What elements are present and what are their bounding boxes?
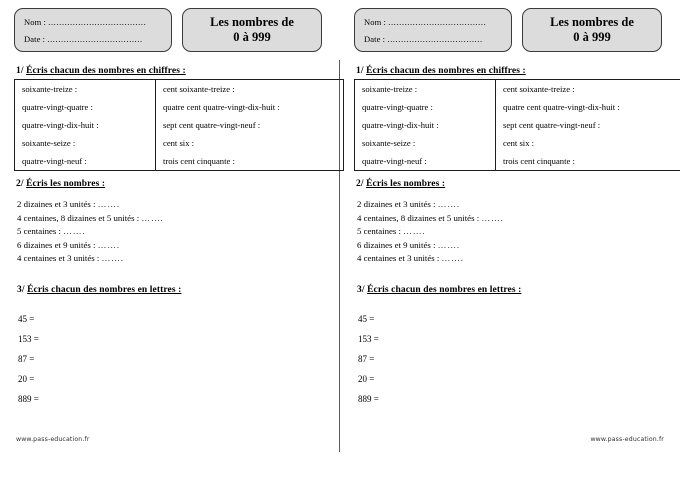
answer-dotted-line: ……. xyxy=(141,212,164,223)
exercise-2-list xyxy=(17,198,328,266)
list-item[interactable] xyxy=(357,212,668,226)
table-row xyxy=(355,98,680,116)
list-item[interactable] xyxy=(17,239,328,253)
list-item[interactable] xyxy=(357,252,668,266)
exercise-1-heading xyxy=(356,66,668,76)
footer-website: www.pass-education.fr xyxy=(590,436,664,443)
table-cell[interactable]: quatre cent quatre-vingt-dix-huit : xyxy=(496,98,680,116)
exercise-2-heading-text: Écris les nombres : xyxy=(366,179,446,189)
list-item[interactable]: 87 = xyxy=(358,353,375,364)
name-label: Nom : xyxy=(364,17,389,27)
title-line-2: 0 à 999 xyxy=(233,30,271,44)
exercise-1-heading-text: Écris chacun des nombres en chiffres : xyxy=(366,66,526,76)
table-cell[interactable]: quatre cent quatre-vingt-dix-huit : xyxy=(156,98,344,116)
exercise-3-heading xyxy=(357,285,668,295)
table-cell[interactable]: soixante-seize : xyxy=(362,138,416,148)
answer-dotted-line: ……. xyxy=(403,226,426,236)
table-cell[interactable]: cent six : xyxy=(156,134,344,152)
list-item-text: 4 centaines et 3 unités : xyxy=(357,253,442,263)
name-dotted-line: .................................... xyxy=(48,17,147,27)
list-item-text: 4 centaines, 8 dizaines et 5 unités : xyxy=(17,212,142,223)
answer-dotted-line: ……. xyxy=(101,253,124,263)
exercise-3-number: 3/ xyxy=(17,284,28,295)
list-item[interactable]: 87 = xyxy=(18,353,35,364)
exercise-3-list xyxy=(18,309,328,409)
table-cell[interactable]: quatre-vingt-neuf : xyxy=(362,156,427,166)
table-row xyxy=(355,134,680,152)
date-label: Date : xyxy=(364,34,388,44)
table-cell[interactable]: trois cent cinquante : xyxy=(156,152,344,171)
list-item-text: 5 centaines : xyxy=(357,226,404,236)
list-item-text: 4 centaines et 3 unités : xyxy=(17,253,102,263)
title-line-1: Les nombres de xyxy=(550,15,634,29)
answer-dotted-line: ……. xyxy=(437,239,460,250)
list-item[interactable] xyxy=(357,225,668,239)
table-row xyxy=(15,134,344,152)
table-cell[interactable]: quatre-vingt-dix-huit : xyxy=(22,120,99,130)
answer-dotted-line: ……. xyxy=(97,199,120,209)
header-row xyxy=(354,8,668,56)
list-item[interactable]: 889 = xyxy=(18,393,39,404)
table-cell[interactable]: soixante-treize : xyxy=(362,84,418,94)
date-label: Date : xyxy=(24,34,48,44)
name-field[interactable] xyxy=(364,14,503,31)
table-cell[interactable]: cent soixante-treize : xyxy=(496,80,680,99)
list-item-text: 6 dizaines et 9 unités : xyxy=(17,239,98,250)
name-label: Nom : xyxy=(24,17,49,27)
name-dotted-line: .................................... xyxy=(388,17,487,27)
list-item[interactable]: 153 = xyxy=(358,333,379,344)
table-cell[interactable]: soixante-treize : xyxy=(22,84,78,94)
list-item[interactable] xyxy=(17,225,328,239)
date-dotted-line: ................................... xyxy=(47,34,143,44)
answer-dotted-line: ……. xyxy=(441,253,464,263)
exercise-3-heading-text: Écris chacun des nombres en lettres : xyxy=(367,284,522,295)
table-row xyxy=(15,152,344,171)
student-id-box[interactable] xyxy=(354,8,512,52)
date-dotted-line: ................................... xyxy=(387,34,483,44)
exercise-1-number: 1/ xyxy=(356,66,367,76)
table-cell[interactable]: sept cent quatre-vingt-neuf : xyxy=(156,116,344,134)
date-field[interactable] xyxy=(24,31,163,48)
exercise-2-heading xyxy=(16,179,328,189)
exercise-2-heading xyxy=(356,179,668,189)
list-item[interactable] xyxy=(357,239,668,253)
table-row xyxy=(355,152,680,171)
list-item-text: 2 dizaines et 3 unités : xyxy=(17,199,98,209)
list-item[interactable]: 45 = xyxy=(358,313,375,324)
table-cell[interactable]: soixante-seize : xyxy=(22,138,76,148)
table-cell[interactable]: trois cent cinquante : xyxy=(496,152,680,171)
exercise-2-number: 2/ xyxy=(356,179,367,189)
exercise-3-list xyxy=(358,309,668,409)
answer-dotted-line: ……. xyxy=(63,226,86,236)
table-cell[interactable]: quatre-vingt-quatre : xyxy=(22,102,93,112)
list-item[interactable]: 20 = xyxy=(358,373,375,384)
table-cell[interactable]: quatre-vingt-neuf : xyxy=(22,156,87,166)
table-row xyxy=(355,80,680,99)
list-item-text: 4 centaines, 8 dizaines et 5 unités : xyxy=(357,212,482,223)
answer-dotted-line: ……. xyxy=(437,199,460,209)
exercise-3-number: 3/ xyxy=(357,284,368,295)
worksheet-title-box xyxy=(182,8,322,52)
exercise-1-table xyxy=(14,79,344,171)
table-row xyxy=(15,80,344,99)
exercise-3-heading-text: Écris chacun des nombres en lettres : xyxy=(27,284,182,295)
exercise-2-list xyxy=(357,198,668,266)
footer-website: www.pass-education.fr xyxy=(16,436,90,443)
title-line-1: Les nombres de xyxy=(210,15,294,29)
list-item[interactable]: 889 = xyxy=(358,393,379,404)
table-cell[interactable]: quatre-vingt-quatre : xyxy=(362,102,433,112)
exercise-2-number: 2/ xyxy=(16,179,27,189)
worksheet-title-box xyxy=(522,8,662,52)
worksheet-copy-right xyxy=(340,0,680,480)
table-row xyxy=(15,98,344,116)
date-field[interactable] xyxy=(364,31,503,48)
list-item[interactable] xyxy=(17,252,328,266)
list-item-text: 5 centaines : xyxy=(17,226,64,236)
exercise-1-heading-text: Écris chacun des nombres en chiffres : xyxy=(26,66,186,76)
table-cell[interactable]: sept cent quatre-vingt-neuf : xyxy=(496,116,680,134)
list-item[interactable] xyxy=(17,198,328,212)
list-item[interactable]: 153 = xyxy=(18,333,39,344)
exercise-3-heading xyxy=(17,285,328,295)
table-cell[interactable]: cent six : xyxy=(496,134,680,152)
list-item[interactable]: 45 = xyxy=(18,313,35,324)
list-item-text: 2 dizaines et 3 unités : xyxy=(357,199,438,209)
list-item-text: 6 dizaines et 9 unités : xyxy=(357,239,438,250)
list-item[interactable] xyxy=(17,212,328,226)
list-item[interactable]: 20 = xyxy=(18,373,35,384)
exercise-2-heading-text: Écris les nombres : xyxy=(26,179,106,189)
table-cell[interactable]: cent soixante-treize : xyxy=(156,80,344,99)
list-item[interactable] xyxy=(357,198,668,212)
name-field[interactable] xyxy=(24,14,163,31)
table-cell[interactable]: quatre-vingt-dix-huit : xyxy=(362,120,439,130)
table-row xyxy=(15,116,344,134)
header-row xyxy=(14,8,328,56)
answer-dotted-line: ……. xyxy=(97,239,120,250)
exercise-1-table xyxy=(354,79,680,171)
exercise-1-heading xyxy=(16,66,328,76)
student-id-box[interactable] xyxy=(14,8,172,52)
table-row xyxy=(355,116,680,134)
exercise-1-number: 1/ xyxy=(16,66,27,76)
title-line-2: 0 à 999 xyxy=(573,30,611,44)
answer-dotted-line: ……. xyxy=(481,212,504,223)
